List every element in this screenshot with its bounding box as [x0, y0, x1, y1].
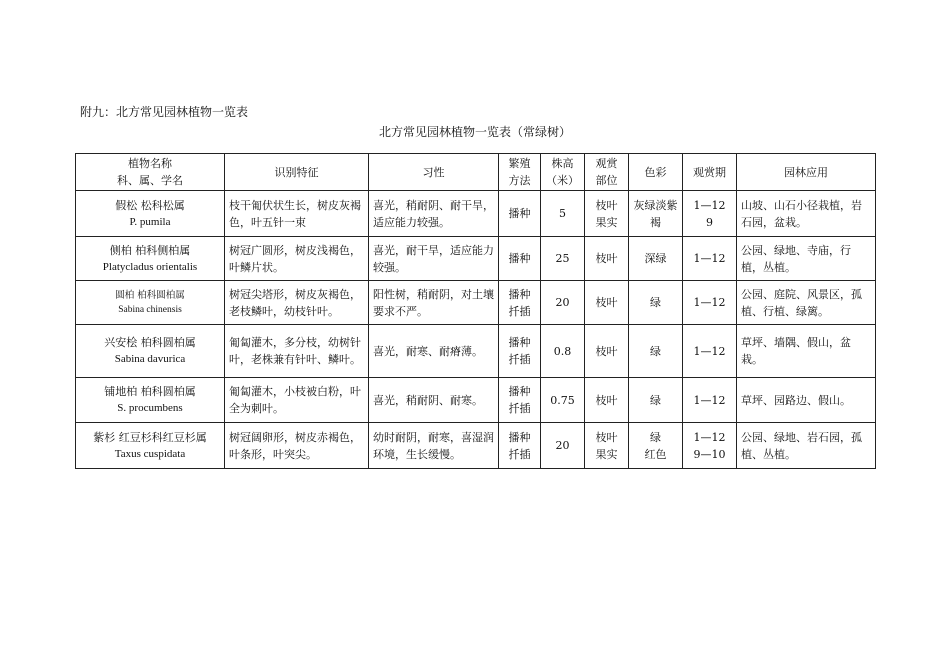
plant-table — [75, 153, 876, 469]
period-cell: 1—12 — [683, 325, 737, 378]
color-cell: 绿 红色 — [629, 423, 683, 469]
plant-name-latin: S. procumbens — [117, 402, 183, 414]
table-title: 北方常见园林植物一览表（常绿树） — [378, 125, 571, 139]
col-period: 观赏期 — [683, 154, 737, 191]
plant-name-cn: 铺地柏 柏科圆柏属 — [104, 385, 196, 398]
plant-name-cn: 兴安桧 柏科圆柏属 — [104, 336, 196, 349]
use-cell: 公园、庭院、风景区，孤植、行植、绿篱。 — [737, 281, 876, 325]
table-row — [76, 423, 876, 469]
table-row — [76, 378, 876, 423]
table-row — [76, 325, 876, 378]
col-height: 株高 （米） — [541, 154, 585, 191]
color-cell: 深绿 — [629, 237, 683, 281]
plant-name-latin: Sabina davurica — [114, 353, 186, 365]
features-cell: 树冠尖塔形，树皮灰褐色，老枝鳞叶，幼枝针叶。 — [225, 281, 369, 325]
use-cell: 山坡、山石小径栽植，岩石园，盆栽。 — [737, 191, 876, 237]
height-cell: 0.75 — [541, 378, 585, 423]
col-color: 色彩 — [629, 154, 683, 191]
part-cell: 枝叶 — [585, 281, 629, 325]
height-cell: 20 — [541, 281, 585, 325]
part-cell: 枝叶 — [585, 237, 629, 281]
use-cell: 公园、绿地、岩石园，孤植、丛植。 — [737, 423, 876, 469]
period-cell: 1—12 — [683, 378, 737, 423]
col-features: 识别特征 — [225, 154, 369, 191]
table-row — [76, 191, 876, 237]
period-cell: 1—12 9—10 — [683, 423, 737, 469]
appendix-title: 附九：北方常见园林植物一览表 — [80, 105, 249, 119]
color-cell: 绿 — [629, 325, 683, 378]
features-cell: 匍匐灌木，多分枝，幼树针叶，老株兼有针叶、鳞叶。 — [225, 325, 369, 378]
col-part: 观赏 部位 — [585, 154, 629, 191]
propagation-cell: 播种 扦插 — [499, 378, 541, 423]
use-cell: 草坪、墙隅、假山，盆栽。 — [737, 325, 876, 378]
plant-name-cn: 假松 松科松属 — [115, 198, 185, 212]
header-row — [76, 154, 876, 191]
propagation-cell: 播种 — [499, 191, 541, 237]
color-cell: 绿 — [629, 281, 683, 325]
plant-name-cell — [76, 237, 225, 281]
habit-cell: 喜光，稍耐阴、耐寒。 — [369, 378, 499, 423]
propagation-cell: 播种 — [499, 237, 541, 281]
features-cell: 树冠阔卵形，树皮赤褐色，叶条形，叶突尖。 — [225, 423, 369, 469]
height-cell: 5 — [541, 191, 585, 237]
plant-name-cn: 紫杉 红豆杉科红豆杉属 — [93, 430, 207, 444]
propagation-cell: 播种 扦插 — [499, 325, 541, 378]
col-use: 园林应用 — [737, 154, 876, 191]
period-cell: 1—12 — [683, 237, 737, 281]
col-propagation: 繁殖 方法 — [499, 154, 541, 191]
table-row — [76, 281, 876, 325]
plant-name-cell — [76, 378, 225, 423]
features-cell: 枝干匍伏状生长，树皮灰褐色，叶五针一束 — [225, 191, 369, 237]
height-cell: 0.8 — [541, 325, 585, 378]
habit-cell: 喜光，耐干旱，适应能力较强。 — [369, 237, 499, 281]
habit-cell: 阳性树，稍耐阴，对土壤要求不严。 — [369, 281, 499, 325]
col-name: 植物名称 科、属、学名 — [76, 154, 225, 191]
habit-cell: 喜光，耐寒、耐瘠薄。 — [369, 325, 499, 378]
plant-name-latin: Platycladus orientalis — [102, 260, 198, 273]
table-row — [76, 237, 876, 281]
period-cell: 1—12 — [683, 281, 737, 325]
part-cell: 枝叶 — [585, 378, 629, 423]
plant-name-cell — [76, 423, 225, 469]
part-cell: 枝叶 — [585, 325, 629, 378]
use-cell: 草坪、园路边、假山。 — [737, 378, 876, 423]
height-cell: 20 — [541, 423, 585, 469]
propagation-cell: 播种 扦插 — [499, 423, 541, 469]
color-cell: 绿 — [629, 378, 683, 423]
height-cell: 25 — [541, 237, 585, 281]
propagation-cell: 播种 扦插 — [499, 281, 541, 325]
plant-name-latin: P. pumila — [129, 215, 171, 228]
part-cell: 枝叶 果实 — [585, 191, 629, 237]
habit-cell: 幼时耐阴，耐寒，喜湿润环境，生长缓慢。 — [369, 423, 499, 469]
part-cell: 枝叶 果实 — [585, 423, 629, 469]
color-cell: 灰绿淡紫 褐 — [629, 191, 683, 237]
plant-name-cell — [76, 325, 225, 378]
plant-name-latin: Sabina chinensis — [118, 304, 182, 315]
plant-name-cn: 圆柏 柏科圆柏属 — [115, 289, 185, 301]
period-cell: 1—12 9 — [683, 191, 737, 237]
habit-cell: 喜光，稍耐阴、耐干旱，适应能力较强。 — [369, 191, 499, 237]
features-cell: 匍匐灌木，小枝被白粉，叶全为刺叶。 — [225, 378, 369, 423]
plant-name-cell — [76, 281, 225, 325]
col-habit: 习性 — [369, 154, 499, 191]
use-cell: 公园、绿地、寺庙，行植，丛植。 — [737, 237, 876, 281]
plant-name-cn: 侧柏 柏科侧柏属 — [109, 243, 191, 257]
plant-name-cell — [76, 191, 225, 237]
plant-name-latin: Taxus cuspidata — [114, 447, 186, 460]
features-cell: 树冠广圆形，树皮浅褐色，叶鳞片状。 — [225, 237, 369, 281]
